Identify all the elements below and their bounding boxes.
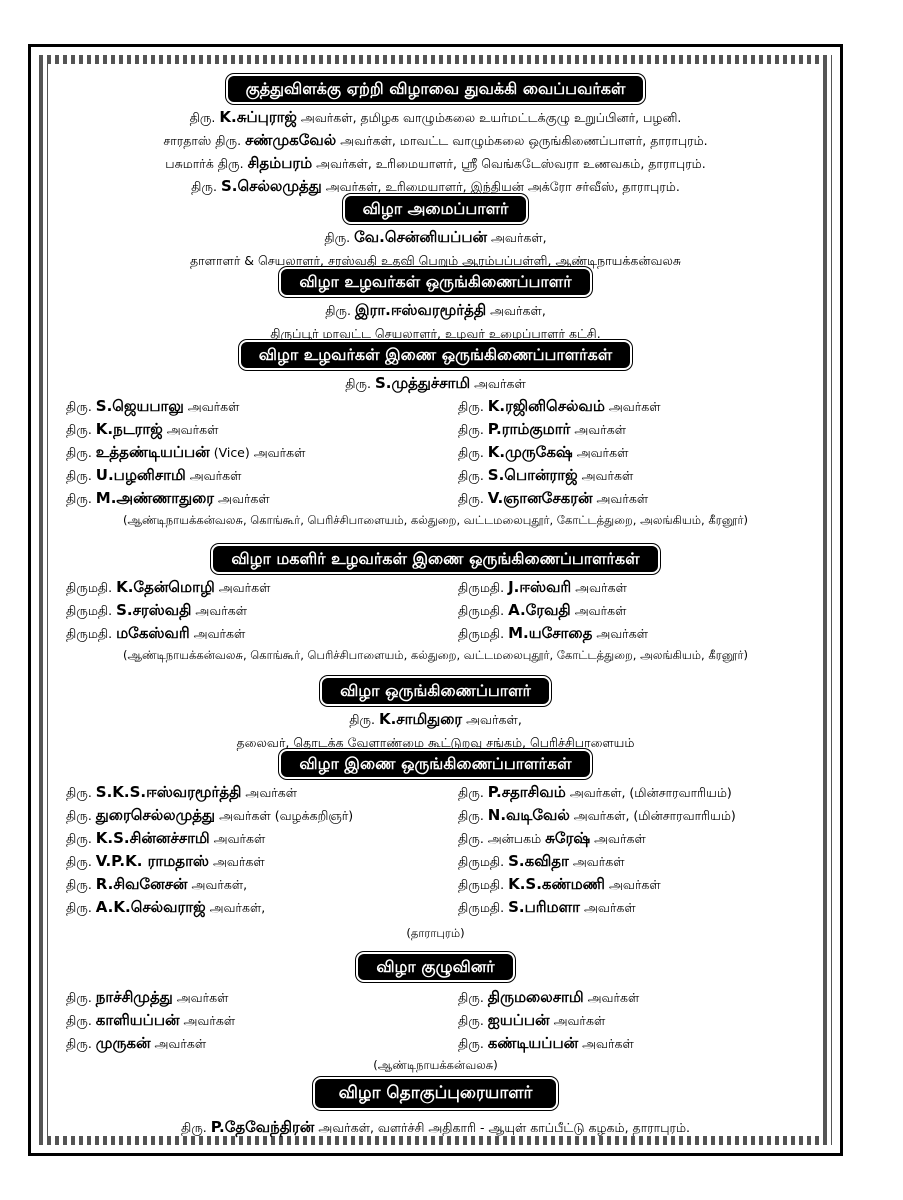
- farmers-joint-section: [58, 342, 813, 530]
- list-item: திரு. S.பொன்ராஜ் அவர்கள்: [458, 466, 634, 484]
- farmers-joint-list: [58, 395, 813, 510]
- farmers-joint-villages: (ஆண்டிநாயக்கன்வலசு, கொங்கூர், பெரிச்சிபாளையம், கல்துறை, வட்டமலைபுதூர், கோட்டத்துறை, அலங்கியம், கீரனூர்): [122, 513, 749, 527]
- coordinator-role: தலைவர், தொடக்க வேளாண்மை கூட்டுறவு சங்கம், பெரிச்சிபாளையம்: [236, 735, 635, 750]
- list-item: திரு. அன்பகம் சுரேஷ் அவர்கள்: [458, 829, 646, 847]
- committee-section: [58, 954, 813, 1075]
- list-item: திரு. ஐயப்பன் அவர்கள்: [458, 1011, 606, 1029]
- list-item: திரு. திருமலைசாமி அவர்கள்: [458, 988, 640, 1006]
- list-item: திரு. R.சிவனேசன் அவர்கள்,: [66, 875, 248, 893]
- list-item: திரு. N.வடிவேல் அவர்கள், (மின்சாரவாரியம்): [458, 806, 736, 824]
- farmers-coordinator-section: [58, 269, 813, 345]
- organizer-name: திரு. வே.சென்னியப்பன் அவர்கள்,: [324, 228, 547, 246]
- lamp-line: பசுமார்க் திரு. சிதம்பரம் அவர்கள், உரிமையாளர், ஸ்ரீ வெங்கடேஸ்வரா உணவகம், தாராபுரம்.: [165, 154, 706, 172]
- list-item: திருமதி. K.S.கண்மணி அவர்கள்: [458, 875, 661, 893]
- committee-place: (ஆண்டிநாயக்கன்வலசு): [373, 1058, 498, 1072]
- women-farmers-heading: விழா மகளிர் உழவர்கள் இணை ஒருங்கிணைப்பாளர்கள்: [213, 546, 657, 572]
- women-farmers-section: [58, 546, 813, 665]
- lamp-section: [58, 76, 813, 198]
- coordinator-section: [58, 678, 813, 754]
- farmers-coordinator-heading: விழா உழவர்கள் ஒருங்கிணைப்பாளர்: [281, 269, 589, 295]
- committee-list: [58, 986, 813, 1055]
- women-farmers-villages: (ஆண்டிநாயக்கன்வலசு, கொங்கூர், பெரிச்சிபாளையம், கல்துறை, வட்டமலைபுதூர், கோட்டத்துறை, அலங்கியம், கீரனூர்): [122, 648, 749, 662]
- list-item: திரு. காளியப்பன் அவர்கள்: [66, 1011, 236, 1029]
- list-item: திரு. K.நடராஜ் அவர்கள்: [66, 420, 219, 438]
- list-item: திரு. முருகன் அவர்கள்: [66, 1034, 207, 1052]
- list-item: திருமதி. S.கவிதா அவர்கள்: [458, 852, 625, 870]
- compere-section: [58, 1079, 813, 1139]
- committee-heading: விழா குழுவினர்: [358, 954, 512, 980]
- coordinator-heading: விழா ஒருங்கிணைப்பாளர்: [322, 678, 549, 704]
- list-item: திருமதி. S.பரிமளா அவர்கள்: [458, 898, 636, 916]
- compere-name: திரு. P.தேவேந்திரன் அவர்கள், வளர்ச்சி அதிகாரி - ஆயுள் காப்பீட்டு கழகம், தாராபுரம்.: [180, 1118, 691, 1136]
- lamp-line: சாரதாஸ் திரு. சண்முகவேல் அவர்கள், மாவட்ட வாழும்கலை ஒருங்கிணைப்பாளர், தாராபுரம்.: [163, 131, 708, 149]
- compere-heading: விழா தொகுப்புரையாளர்: [315, 1079, 557, 1108]
- joint-coordinators-list: [58, 781, 813, 919]
- list-item: திருமதி. K.தேன்மொழி அவர்கள்: [66, 578, 271, 596]
- lamp-heading: குத்துவிளக்கு ஏற்றி விழாவை துவக்கி வைப்பவர்கள்: [228, 76, 644, 102]
- list-item: திரு. P.ராம்குமார் அவர்கள்: [458, 420, 627, 438]
- list-item: திருமதி. M.யசோதை அவர்கள்: [458, 624, 648, 642]
- list-item: திரு. P.சதாசிவம் அவர்கள், (மின்சாரவாரியம்): [458, 783, 732, 801]
- list-item: திரு. U.பழனிசாமி அவர்கள்: [66, 466, 242, 484]
- list-item: திரு. K.ரஜினிசெல்வம் அவர்கள்: [458, 397, 661, 415]
- joint-coordinators-heading: விழா இணை ஒருங்கிணைப்பாளர்கள்: [281, 751, 589, 777]
- list-item: திரு. V.ஞானசேகரன் அவர்கள்: [458, 489, 649, 507]
- list-item: திரு. K.S.சின்னச்சாமி அவர்கள்: [66, 829, 266, 847]
- joint-coordinators-place: (தாராபுரம்): [406, 926, 465, 940]
- list-item: திருமதி. S.சரஸ்வதி அவர்கள்: [66, 601, 248, 619]
- list-item: திரு. நாச்சிமுத்து அவர்கள்: [66, 988, 229, 1006]
- page-border: [28, 44, 843, 1156]
- list-item: திரு. கண்டியப்பன் அவர்கள்: [458, 1034, 634, 1052]
- joint-coordinators-section: [58, 751, 813, 943]
- invitation-content: [58, 74, 813, 1136]
- lamp-line: திரு. K.சுப்புராஜ் அவர்கள், தமிழக வாழும்கலை உயர்மட்டக்குழு உறுப்பினர், பழனி.: [189, 108, 682, 126]
- women-farmers-list: [58, 576, 813, 645]
- farmers-coordinator-name: திரு. இரா.ஈஸ்வரமூர்த்தி அவர்கள்,: [325, 301, 546, 319]
- organizer-section: [58, 196, 813, 272]
- list-item: திரு. உத்தண்டியப்பன் (Vice) அவர்கள்: [66, 443, 306, 461]
- organizer-heading: விழா அமைப்பாளர்: [345, 196, 527, 222]
- list-item: திரு. S.ஜெயபாலு அவர்கள்: [66, 397, 240, 415]
- farmers-coordinator-role: திருப்பூர் மாவட்ட செயலாளர், உழவர் உழைப்பாளர் கட்சி.: [270, 326, 601, 341]
- list-item: திரு. துரைசெல்லமுத்து அவர்கள் (வழக்கறிஞர்): [66, 806, 354, 824]
- list-item: திருமதி. J.ஈஸ்வரி அவர்கள்: [458, 578, 627, 596]
- list-item: திரு. A.K.செல்வராஜ் அவர்கள்,: [66, 898, 266, 916]
- list-item: திருமதி. A.ரேவதி அவர்கள்: [458, 601, 627, 619]
- list-item: திரு. M.அண்ணாதுரை அவர்கள்: [66, 489, 270, 507]
- coordinator-name: திரு. K.சாமிதுரை அவர்கள்,: [349, 710, 522, 728]
- farmers-joint-top: திரு. S.முத்துச்சாமி அவர்கள்: [345, 374, 526, 392]
- lamp-line: திரு. S.செல்லமுத்து அவர்கள், உரிமையாளர், இந்தியன் அக்ரோ சர்வீஸ், தாராபுரம்.: [191, 177, 680, 195]
- list-item: திரு. V.P.K. ராமதாஸ் அவர்கள்: [66, 852, 265, 870]
- list-item: திரு. K.முருகேஷ் அவர்கள்: [458, 443, 629, 461]
- list-item: திருமதி. மகேஸ்வரி அவர்கள்: [66, 624, 246, 642]
- organizer-role: தாளாளர் & செயலாளர், சரஸ்வதி உதவி பெறும் ஆரம்பப்பள்ளி, ஆண்டிநாயக்கன்வலசு: [189, 253, 681, 268]
- farmers-joint-heading: விழா உழவர்கள் இணை ஒருங்கிணைப்பாளர்கள்: [241, 342, 630, 368]
- list-item: திரு. S.K.S.ஈஸ்வரமூர்த்தி அவர்கள்: [66, 783, 298, 801]
